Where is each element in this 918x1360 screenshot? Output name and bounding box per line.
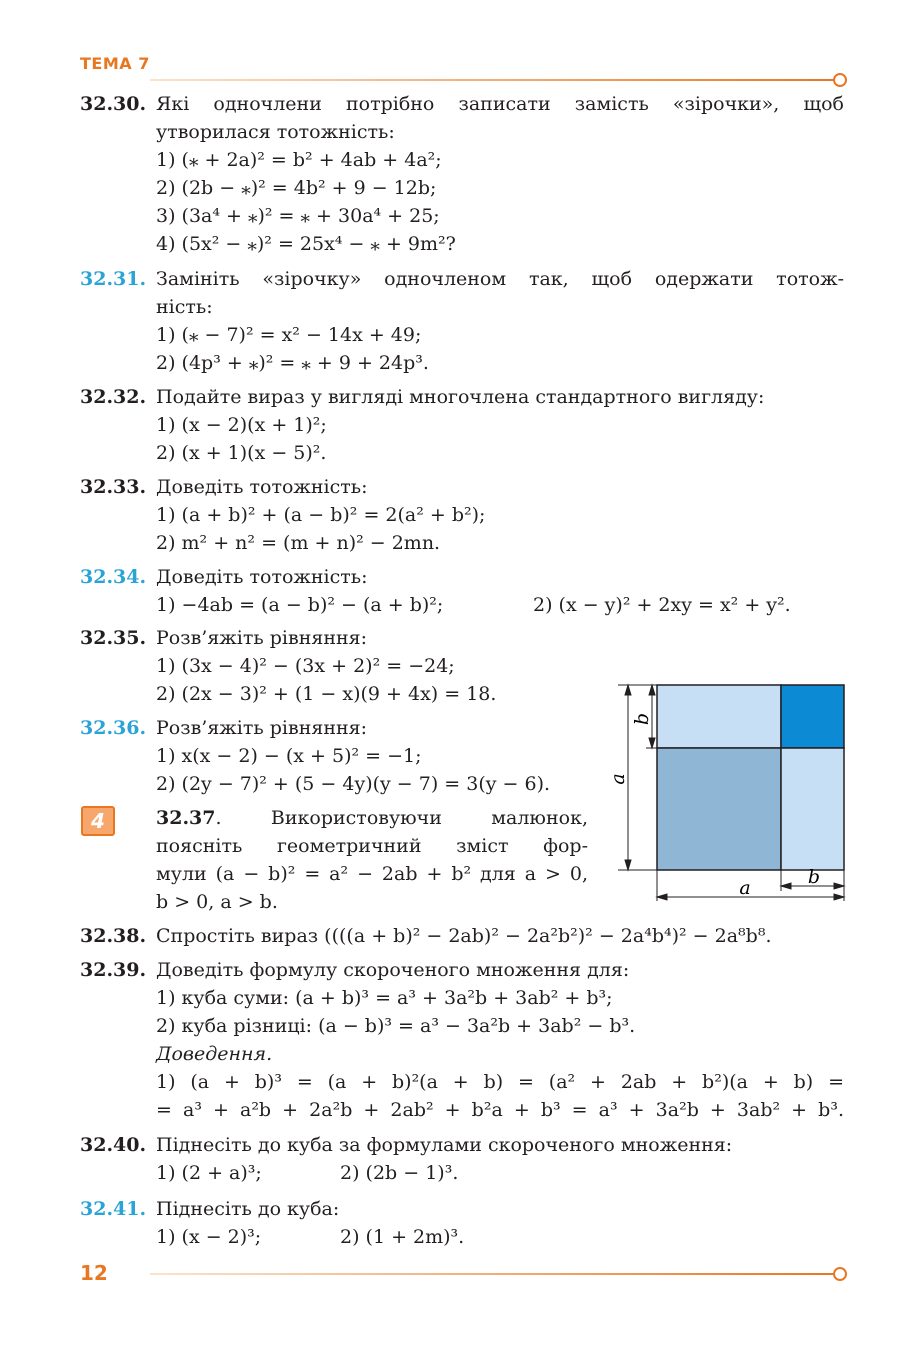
exercise-number: 32.41. [80,1198,147,1220]
exercise-text: 1) (a + b)³ = (a + b)²(a + b) = (a² + 2ab + b²)(a + b) = [156,1071,844,1093]
exercise-number: 32.32. [80,386,147,408]
exercise-text: 2) (4p³ + ⁎)² = ⁎ + 9 + 24p³. [156,352,429,374]
exercise-line [156,1225,261,1249]
label-b-bottom: b [807,866,821,888]
exercise-text: 2) куба різниці: (a − b)³ = a³ − 3a²b + 3ab² − b³. [156,1015,636,1037]
exercise-line [340,1161,458,1185]
exercise-heading-line [80,92,844,116]
exercise-line [156,890,278,914]
exercise-heading-line [80,626,367,650]
exercise-line [156,862,588,886]
rect-top-left [657,685,781,748]
exercise-number: 32.30. [80,93,147,115]
exercise-number: 32.35. [80,627,147,649]
exercise-line [156,772,550,796]
exercise-line [156,176,436,200]
exercise-text: 1) (3x − 4)² − (3x + 2)² = −24; [156,655,455,677]
exercise-text: 2) (2b − 1)³. [340,1162,459,1184]
label-a-left: a [607,773,629,785]
exercise-text: мули (a − b)² = a² − 2ab + b² для a > 0, [156,863,588,885]
exercise-text: ність: [156,296,213,318]
exercise-heading-line [156,806,588,830]
exercise-line [156,441,326,465]
topic-header: ТЕМА 7 [80,54,150,73]
exercise-number: 32.38. [80,925,147,947]
header-rule-end-dot [833,73,847,87]
exercise-line [156,1098,844,1122]
footer-rule [150,1273,834,1275]
exercise-number: 32.31. [80,268,147,290]
level-badge-icon: 4 [81,806,115,836]
exercise-number: 32.39. [80,959,147,981]
exercise-number: 32.37 [156,807,216,829]
exercise-text: . Використовуючи малюнок, [215,807,588,829]
exercise-heading-line [80,1197,339,1221]
exercise-line [156,986,613,1010]
exercise-text: Піднесіть до куба за формулами скороченого множення: [156,1134,733,1156]
exercise-text: 1) (a + b)² + (a − b)² = 2(a² + b²); [156,504,486,526]
exercise-line [156,1070,844,1094]
exercise-text: поясніть геометричний зміст фор- [156,835,588,857]
exercise-line [156,593,443,617]
exercise-text: 1) куба суми: (a + b)³ = a³ + 3a²b + 3ab² + b³; [156,987,613,1009]
exercise-text: Доведіть формулу скороченого множення для: [156,959,630,981]
footer-rule-end-dot [833,1267,847,1281]
exercise-text: 4) (5x² − ⁎)² = 25x⁴ − ⁎ + 9m²? [156,233,456,255]
exercise-text: 2) (x − y)² + 2xy = x² + y². [533,594,791,616]
exercise-text: Розв’яжіть рівняння: [156,717,368,739]
exercise-line [533,593,791,617]
exercise-text: Доведення. [156,1043,273,1065]
exercise-line [156,351,429,375]
exercise-text: = a³ + a²b + 2a²b + 2ab² + b²a + b³ = a³ + 3a²b + 3ab² + b³. [156,1099,844,1121]
exercise-text: 1) −4ab = (a − b)² − (a + b)²; [156,594,444,616]
exercise-number: 32.36. [80,717,147,739]
exercise-text: 2) (x + 1)(x − 5)². [156,442,327,464]
exercise-text: 1) x(x − 2) − (x + 5)² = −1; [156,745,422,767]
exercise-line [156,654,455,678]
exercise-line [156,323,421,347]
exercise-text: 3) (3a⁴ + ⁎)² = ⁎ + 30a⁴ + 25; [156,205,440,227]
exercise-heading-line [80,958,629,982]
exercise-text: Спростіть вираз ((((a + b)² − 2ab)² − 2a²b²)² − 2a⁴b⁴)² − 2a⁸b⁸. [156,925,772,947]
exercise-line [156,1042,272,1066]
exercise-line [156,413,327,437]
exercise-text: Піднесіть до куба: [156,1198,340,1220]
exercise-line [156,531,440,555]
exercise-text: b > 0, a > b. [156,891,278,913]
exercise-line [156,295,213,319]
exercise-text: 1) (x − 2)(x + 1)²; [156,414,327,436]
page-number: 12 [80,1261,108,1285]
exercise-text: утворилася тотожність: [156,121,395,143]
exercise-heading-line [80,565,368,589]
rect-bottom-right [781,748,844,870]
exercise-text: 1) (⁎ + 2a)² = b² + 4ab + 4a²; [156,149,442,171]
exercise-text: Доведіть тотожність: [156,476,368,498]
exercise-line [156,148,442,172]
exercise-text: Які одночлени потрібно записати замість «зірочки», щоб [156,93,844,115]
exercise-text: Доведіть тотожність: [156,566,368,588]
figure-squares [657,685,844,870]
label-a-bottom: a [739,877,751,899]
exercise-line [156,232,456,256]
exercise-heading-line [80,924,772,948]
exercise-text: 2) (2x − 3)² + (1 − x)(9 + 4x) = 18. [156,683,497,705]
exercise-text: 1) (⁎ − 7)² = x² − 14x + 49; [156,324,422,346]
exercise-line [156,503,485,527]
exercise-text: 2) (2b − ⁎)² = 4b² + 9 − 12b; [156,177,437,199]
exercise-text: 2) (1 + 2m)³. [340,1226,465,1248]
exercise-line [156,834,588,858]
exercise-heading-line [80,716,367,740]
exercise-text: 1) (x − 2)³; [156,1226,262,1248]
exercise-text: Замініть «зірочку» одночленом так, щоб одержати тотож- [156,268,844,290]
geometric-figure [607,675,855,905]
exercise-heading-line [80,1133,732,1157]
square-a-minus-b [657,748,781,870]
label-b-left: b [631,712,653,726]
exercise-text: 2) (2y − 7)² + (5 − 4y)(y − 7) = 3(y − 6). [156,773,551,795]
exercise-line [156,1161,262,1185]
exercise-heading-line [80,385,764,409]
exercise-text: 1) (2 + a)³; [156,1162,262,1184]
exercise-number: 32.40. [80,1134,147,1156]
header-rule [150,79,834,81]
exercise-line [156,682,496,706]
square-b-top-right [781,685,844,748]
exercise-line [340,1225,464,1249]
exercise-line [156,204,440,228]
exercise-text: 2) m² + n² = (m + n)² − 2mn. [156,532,441,554]
exercise-number: 32.33. [80,476,147,498]
exercise-number: 32.34. [80,566,147,588]
exercise-heading-line [80,267,844,291]
exercise-heading-line [80,475,368,499]
exercise-line [156,744,422,768]
exercise-line [156,1014,635,1038]
exercise-text: Розв’яжіть рівняння: [156,627,368,649]
exercise-line [156,120,395,144]
exercise-text: Подайте вираз у вигляді многочлена стандартного вигляду: [156,386,765,408]
